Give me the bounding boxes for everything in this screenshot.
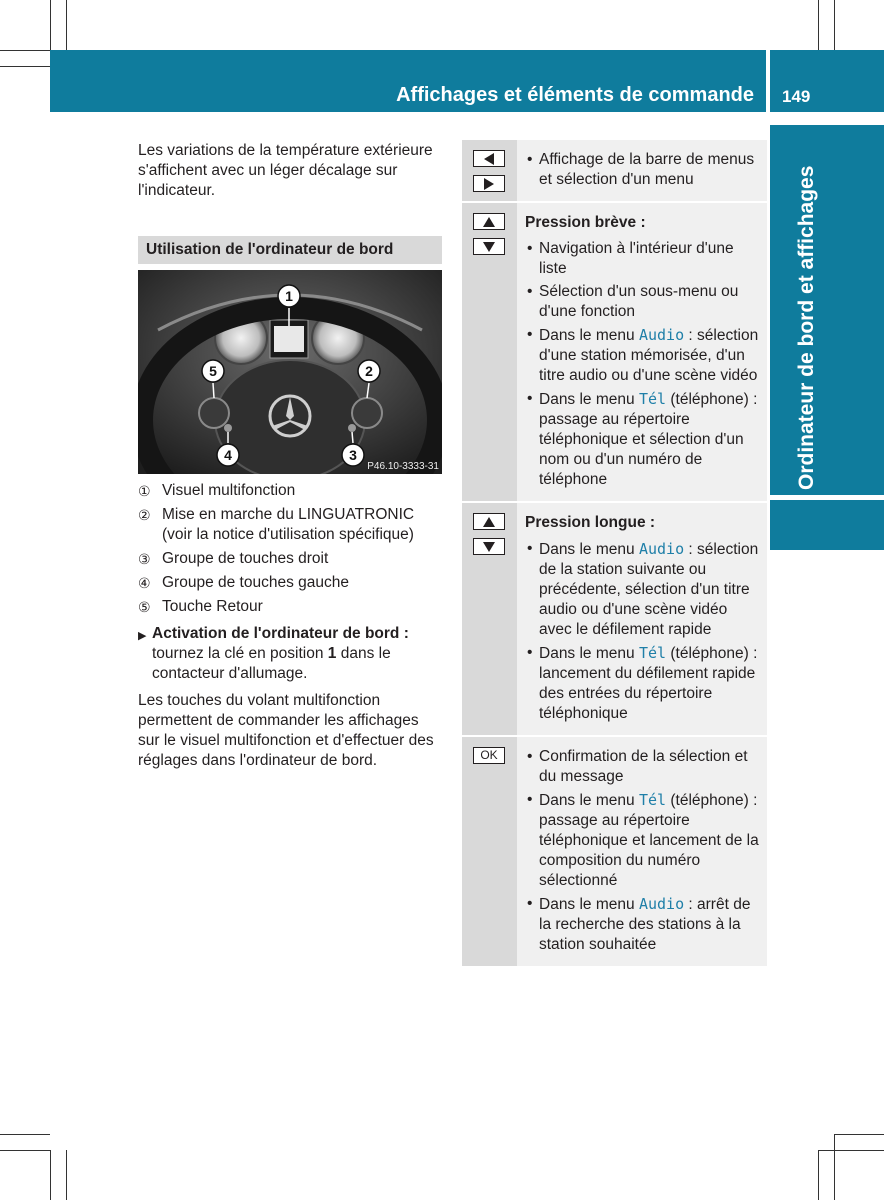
right-arrow-key-icon xyxy=(473,175,505,192)
description-cell xyxy=(517,736,767,966)
page-number: 149 xyxy=(782,87,811,106)
legend-number: ① xyxy=(138,483,151,499)
list-item: • Dans le menu Tél (téléphone) : passage au répertoire téléphonique et sélection d'un nom ou d'un numéro de téléphone xyxy=(525,389,761,490)
action-text-part: tournez la clé en position xyxy=(152,645,328,662)
callout-5-label: 5 xyxy=(209,363,217,379)
ok-key-icon: OK xyxy=(473,747,505,764)
legend-text: Visuel multifonction xyxy=(162,482,296,499)
up-arrow-key-icon xyxy=(473,213,505,230)
legend-number: ④ xyxy=(138,575,151,591)
list-item: • Dans le menu Audio : sélection de la station suivante ou précédente, sélection d'un titre audio ou d'une scène vidéo avec le défilement rapide xyxy=(525,539,761,640)
table-row xyxy=(462,202,767,502)
callout-2-label: 2 xyxy=(365,363,373,379)
action-step xyxy=(138,624,443,684)
list-item: • Dans le menu Tél (téléphone) : lancement du défilement rapide des entrées du répertoire téléphonique xyxy=(525,643,761,724)
menu-name: Tél xyxy=(638,390,667,408)
action-label: Activation de l'ordinateur de bord : xyxy=(152,625,409,642)
menu-name: Tél xyxy=(638,644,667,662)
action-text-part: dans le contacteur d'allumage. xyxy=(152,645,391,682)
row-heading: Pression longue : xyxy=(525,514,656,531)
table-row xyxy=(462,736,767,966)
row-heading: Pression brève : xyxy=(525,214,646,231)
steering-wheel-figure xyxy=(138,270,442,474)
intro-paragraph: Les variations de la température extérieure s'affichent avec un léger décalage sur l'indicateur. xyxy=(138,142,433,199)
chapter-tab-marker xyxy=(770,500,884,550)
down-arrow-key-icon xyxy=(473,538,505,555)
list-item: • Dans le menu Tél (téléphone) : passage au répertoire téléphonique et lancement de la composition du numéro sélectionné xyxy=(525,790,761,891)
body-paragraph: Les touches du volant multifonction permettent de commander les affichages sur le visuel multifonction et d'effectuer des réglages dans l'ordinateur de bord. xyxy=(138,692,434,769)
section-heading: Utilisation de l'ordinateur de bord xyxy=(138,236,442,264)
left-arrow-key-icon xyxy=(473,150,505,167)
legend-item xyxy=(138,573,448,593)
key-cell xyxy=(462,202,517,502)
legend-item xyxy=(138,505,448,545)
list-item: • Navigation à l'intérieur d'une liste xyxy=(525,239,761,279)
description-cell xyxy=(517,140,767,202)
crop-mark xyxy=(66,0,67,50)
legend-text: Touche Retour xyxy=(162,598,263,615)
legend-text: Mise en marche du LINGUATRONIC (voir la notice d'utilisation spécifique) xyxy=(162,506,415,543)
crop-mark xyxy=(0,1150,50,1151)
key-cell xyxy=(462,140,517,202)
legend-text: Groupe de touches gauche xyxy=(162,574,349,591)
list-item: • Confirmation de la sélection et du message xyxy=(525,747,761,787)
crop-mark xyxy=(818,1150,819,1200)
crop-mark xyxy=(50,0,51,50)
crop-mark xyxy=(818,1150,884,1151)
legend-number: ⑤ xyxy=(138,599,151,615)
legend-item xyxy=(138,597,448,617)
up-arrow-key-icon xyxy=(473,513,505,530)
legend-text: Groupe de touches droit xyxy=(162,550,329,567)
crop-mark xyxy=(834,1134,884,1135)
crop-mark xyxy=(834,0,835,50)
page-header xyxy=(50,50,766,112)
callout-1-label: 1 xyxy=(285,288,293,304)
menu-name: Audio xyxy=(638,540,685,558)
key-cell xyxy=(462,502,517,736)
crop-mark xyxy=(818,0,819,50)
crop-mark xyxy=(0,1134,50,1135)
legend-number: ② xyxy=(138,507,151,523)
key-position: 1 xyxy=(327,645,337,662)
crop-mark xyxy=(0,66,50,67)
legend-number: ③ xyxy=(138,551,151,567)
legend-item xyxy=(138,549,448,569)
intro-text xyxy=(138,141,443,201)
crop-mark xyxy=(50,1150,51,1200)
steering-wheel-illustration xyxy=(138,270,442,474)
callout-3-label: 3 xyxy=(349,447,357,463)
chapter-tab xyxy=(770,125,884,495)
description-cell xyxy=(517,202,767,502)
crop-mark xyxy=(66,1150,67,1200)
action-arrow-icon: ▶ xyxy=(138,630,147,642)
page-title: Affichages et éléments de commande xyxy=(396,84,754,106)
menu-name: Audio xyxy=(638,895,685,913)
figure-legend xyxy=(138,481,448,621)
key-function-table xyxy=(462,140,767,966)
action-text xyxy=(152,624,443,684)
menu-name: Tél xyxy=(638,791,667,809)
figure-code: P46.10-3333-31 xyxy=(367,461,439,472)
list-item: • Dans le menu Audio : sélection d'une station mémorisée, d'un titre audio ou d'une scène vidéo xyxy=(525,325,761,386)
menu-name: Audio xyxy=(638,326,685,344)
legend-item xyxy=(138,481,448,501)
table-row xyxy=(462,140,767,202)
list-item: • Sélection d'un sous-menu ou d'une fonction xyxy=(525,282,761,322)
list-item: • Dans le menu Audio : arrêt de la recherche des stations à la station souhaitée xyxy=(525,894,761,955)
chapter-title: Ordinateur de bord et affichages xyxy=(795,165,818,490)
list-item: • Affichage de la barre de menus et sélection d'un menu xyxy=(525,150,761,190)
description-cell xyxy=(517,502,767,736)
crop-mark xyxy=(834,1134,835,1200)
crop-mark xyxy=(0,50,50,51)
key-cell xyxy=(462,736,517,966)
down-arrow-key-icon xyxy=(473,238,505,255)
page-number-box xyxy=(770,50,884,112)
callout-4-label: 4 xyxy=(224,447,232,463)
table-row xyxy=(462,502,767,736)
